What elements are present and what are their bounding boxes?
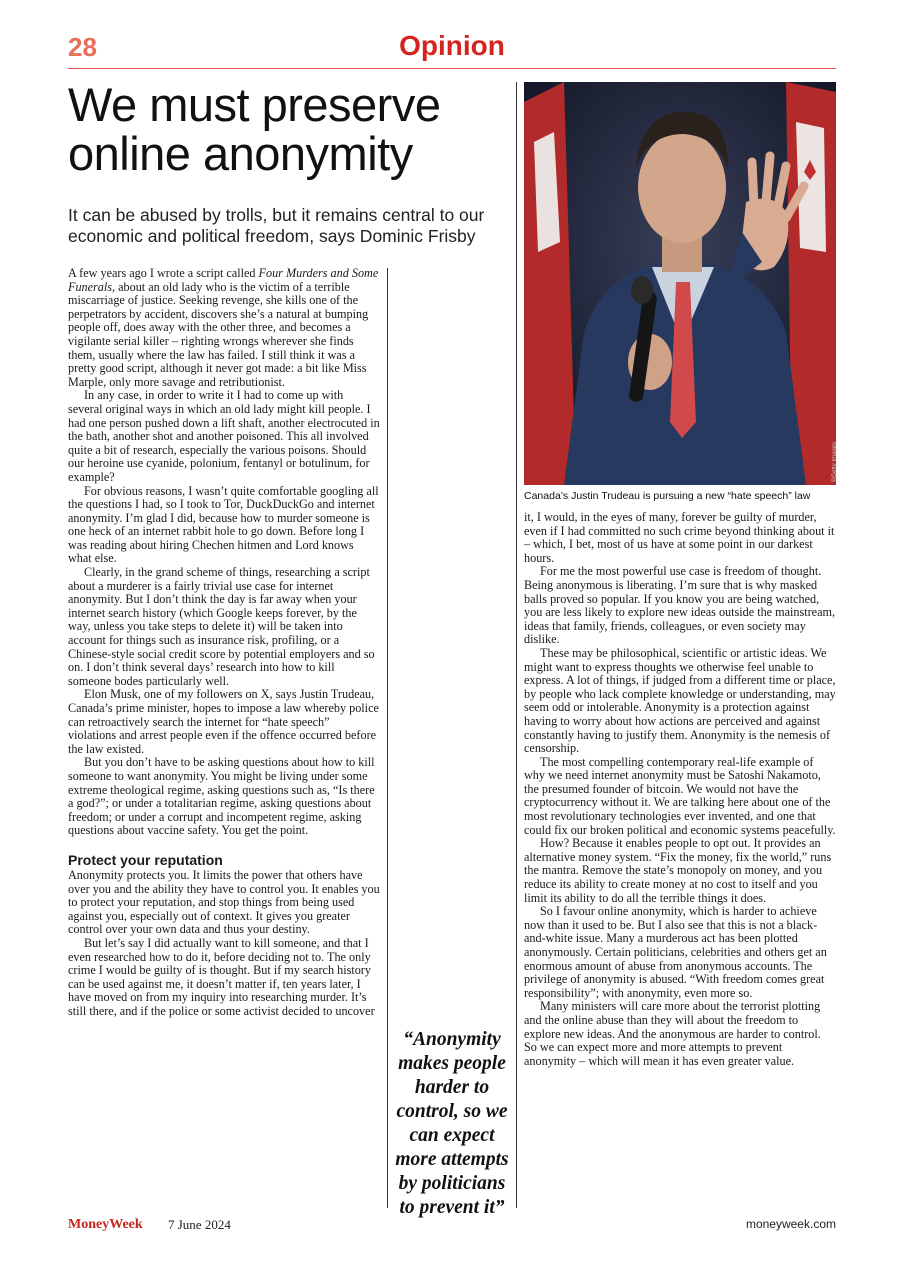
article-paragraph: The most compelling contemporary real-life example of why we need internet anonymity must be Satoshi Nakamoto, the presumed founder of bitcoin. We would not have the cryptocurrency without it. We are talking here about one of the most revolutionary technologies ever invented, and one that could fix our broken political and economic systems peacefully. [524, 754, 836, 837]
website-link[interactable]: moneyweek.com [745, 1217, 836, 1231]
article-paragraph: Clearly, in the grand scheme of things, researching a script about a murderer is a fairly trivial use case for internet anonymity. But I don’t think the day is far away when your internet search history (which Google keeps forever, by the way, unless you take steps to delete it) will be taken into account for things such as insurance risk, profiling, or a Chinese-style social credit score by potential employers and so on. I don’t think several days’ research into how to kill someone bodes particularly well. [68, 565, 375, 688]
article-paragraph: So I favour online anonymity, which is harder to achieve now than it used to be. But I also see that this is not a black-and-white issue. Many a murderous act has been plotted anonymously. Certain politicians, celebrities and others get an enormous amount of abuse from anonymous accounts. The privilege of anonymity is abused. “With freedom comes great responsibility”; with anonymity, even more so. [524, 904, 827, 1000]
article-paragraph: In any case, in order to write it I had to come up with several original ways in which an old lady might kill people. I had one person pushed down a lift shaft, another electrocuted in the bath, another shot and another poisoned. This all involved quite a bit of research, especially the various poisons. Should our heroine use cyanide, polonium, fentanyl or botulinum, for example? [68, 388, 380, 484]
article-paragraph: But let’s say I did actually want to kill someone, and that I even researched how to do it, before deciding not to. The only crime I would be guilty of is thought. But if my search history can be used against me, it doesn’t matter if, ten years later, I have moved on from my inquiry into researching murder. It’s still there, and if the police or some activist decided to uncover [68, 935, 375, 1018]
article-column-right [524, 511, 836, 1068]
photo-illustration [524, 82, 836, 485]
article-paragraph: Elon Musk, one of my followers on X, says Justin Trudeau, Canada’s prime minister, hopes to impose a law whereby police can retroactively search the internet for “hate speech” violations and arrest people even if the offence occurred before the law existed. [68, 687, 379, 756]
article-paragraph: But you don’t have to be asking questions about how to kill someone to want anonymity. You might be living under some extreme theological regime, asking questions such as, “Is there a god?”; or under a totalitarian regime, asking questions about freedom; or under a corrupt and incompetent regime, asking questions about vaccine safety. You get the point. [68, 755, 375, 838]
column-divider [387, 268, 388, 1208]
photo-caption: Canada’s Justin Trudeau is pursuing a new “hate speech” law [524, 490, 811, 502]
standfirst: It can be abused by trolls, but it remains central to our economic and political freedom, says Dominic Frisby [68, 205, 485, 246]
article-paragraph: it, I would, in the eyes of many, forever be guilty of murder, even if I had committed no such crime beyond thinking about it – which, I bet, most of us have at some point in our darkest hours. [524, 510, 835, 565]
photo-credit: ©Getty Images [832, 442, 838, 483]
issue-date: 7 June 2024 [168, 1217, 231, 1232]
headline: We must preserve online anonymity [68, 78, 441, 180]
column-divider [516, 82, 517, 1208]
article-paragraph: For me the most powerful use case is freedom of thought. Being anonymous is liberating. I’m sure that is why masked balls proved so popular. If you know you are being watched, you are less likely to explore new ideas outside the mainstream, ideas that family, friends, colleagues, or even society may dislike. [524, 564, 836, 647]
article-column-left [68, 267, 380, 1018]
page-number: 28 [68, 32, 97, 62]
article-photo [524, 82, 836, 485]
article-paragraph: A few years ago I wrote a script called Four Murders and Some Funerals, about an old lady who is the victim of a terrible miscarriage of justice. Seeking revenge, she kills one of the perpetrators by accident, discovers she’s a natural at bumping people off, does away with the other three, and becomes a vigilante serial killer – righting wrongs wherever she finds them, usually where the law has failed. I still think it was a pretty good script, although it never got made: a bit like Miss Marple, only more savage and retributionist. [68, 266, 379, 389]
pull-quote: “Anonymity makes people harder to control, so we can expect more attempts by politicians to prevent it” [395, 1029, 509, 1218]
article-paragraph: How? Because it enables people to opt out. It provides an alternative money system. “Fix the money, fix the world,” runs the mantra. Remove the state’s monopoly on money, and you reduce its ability to create money at no cost to itself and you limit its ability to do all the terrible things it does. [524, 836, 832, 905]
article-paragraph: Anonymity protects you. It limits the power that others have over you and the ability they have to control you. It enables you to protect your reputation, and stop things from being used against you, especially out of context. It gives you greater control over your own data and thus your destiny. [68, 867, 380, 937]
article-paragraph: Many ministers will care more about the terrorist plotting and the online abuse than they will about the freedom to explore new ideas. And the anonymous are harder to control. So we can expect more and more attempts to prevent anonymity – which will mean it has even greater value. [524, 999, 821, 1068]
script-title: Four Murders and Some Funerals [68, 266, 379, 294]
article-paragraph: For obvious reasons, I wasn’t quite comfortable googling all the questions I had, so I took to Tor, DuckDuckGo and internet anonymity. I’m glad I did, because how to murder someone is one heck of an internet rabbit hole to go down. Before long I was reading about hiring Chechen hitmen and Lord knows what else. [68, 483, 379, 566]
brand-logo: MoneyWeek [68, 1217, 143, 1232]
article-paragraph: These may be philosophical, scientific or artistic ideas. We might want to express thoughts we otherwise feel unable to express. A lot of things, if judged from a different time or place, by people who lack complete knowledge or understanding, may seem odd or intolerable. Anonymity is a protection against having to worry about how actions are perceived and against constantly having to justify them. Anonymity is the nemesis of censorship. [524, 645, 836, 756]
page-header [68, 30, 836, 69]
section-title: Opinion [399, 30, 505, 61]
subheading: Protect your reputation [68, 851, 223, 868]
